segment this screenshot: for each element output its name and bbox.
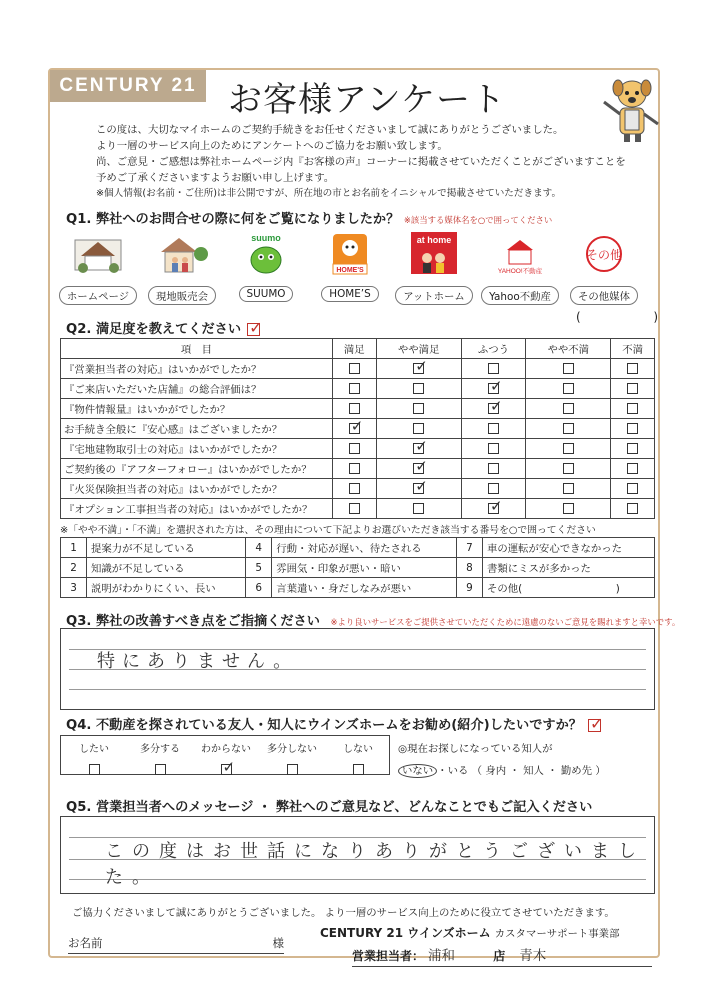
rating-cell <box>461 459 525 479</box>
check-mark-icon: ✓ <box>415 357 428 375</box>
checkbox-checked[interactable] <box>488 377 503 395</box>
q4-heading <box>66 714 601 733</box>
check-mark-icon: ✓ <box>489 497 503 515</box>
media-label: 現地販売会 <box>148 286 216 305</box>
col-satisfied: 満足 <box>333 339 377 359</box>
q5-answer-box[interactable] <box>60 816 655 894</box>
col-item: 項 目 <box>61 339 333 359</box>
other-media-blank[interactable] <box>576 310 658 324</box>
q4-option[interactable] <box>61 740 127 775</box>
table-row <box>61 439 655 459</box>
reason-text: その他( ) <box>482 578 654 598</box>
checkbox[interactable] <box>353 764 364 775</box>
rating-cell <box>461 479 525 499</box>
q2-heading <box>66 318 260 337</box>
rating-cell <box>611 499 655 519</box>
checkbox[interactable] <box>287 764 298 775</box>
check-mark-icon: ✓ <box>415 437 428 455</box>
checkbox-checked[interactable] <box>413 477 428 495</box>
media-label: Yahoo不動産 <box>481 286 559 305</box>
media-label: アットホーム <box>395 286 473 305</box>
rating-cell <box>376 419 461 439</box>
rating-cell <box>333 459 377 479</box>
checkbox[interactable] <box>413 503 424 514</box>
athome-wordmark: at home <box>416 235 452 245</box>
check-mark-icon: ✓ <box>415 477 428 495</box>
checkbox[interactable] <box>563 363 574 374</box>
rating-cell <box>333 479 377 499</box>
checkbox[interactable] <box>488 443 499 454</box>
table-row <box>61 419 655 439</box>
relation-options: （ 身内 ・ 知人 ・ 勤め先 ） <box>471 765 606 777</box>
checkbox[interactable] <box>413 383 424 394</box>
rating-cell <box>461 439 525 459</box>
question-text: ご契約後の『アフターフォロー』はいかがでしたか？ <box>61 459 333 479</box>
reason-row <box>61 558 655 578</box>
q5-handwritten-answer: この度はお世話になりありがとうございました。 <box>105 841 645 888</box>
q4-option[interactable] <box>259 740 325 775</box>
answer-none-circled[interactable]: いない <box>398 764 437 778</box>
reason-text: 車の運転が安心できなかった <box>482 538 654 558</box>
checkbox[interactable] <box>349 503 360 514</box>
checkbox[interactable] <box>155 764 166 775</box>
table-row <box>61 359 655 379</box>
q1-heading <box>66 208 552 227</box>
reason-row <box>61 578 655 598</box>
rating-cell <box>376 379 461 399</box>
yahoo-icon <box>493 232 547 276</box>
suumo-icon <box>239 232 293 276</box>
checkbox-checked[interactable] <box>413 357 428 375</box>
rating-cell <box>376 439 461 459</box>
media-label: SUUMO <box>239 286 294 302</box>
q4-option-label: 多分する <box>140 744 180 755</box>
reason-text: 提案力が不足している <box>87 538 246 558</box>
answer-yes[interactable]: いる <box>447 765 469 777</box>
checkbox[interactable] <box>349 363 360 374</box>
checkbox[interactable] <box>627 483 638 494</box>
checkbox[interactable] <box>627 463 638 474</box>
rating-cell <box>333 499 377 519</box>
paren-open: ( <box>576 310 581 324</box>
rating-cell <box>376 479 461 499</box>
rating-cell <box>333 439 377 459</box>
table-row <box>61 399 655 419</box>
checkbox-checked[interactable] <box>221 758 236 776</box>
reason-number[interactable]: 5 <box>246 558 272 578</box>
checkbox[interactable] <box>349 403 360 414</box>
rating-cell <box>526 419 611 439</box>
acquaintance-answer <box>398 760 606 782</box>
intro-text <box>96 122 636 202</box>
media-suumo[interactable] <box>226 232 306 302</box>
checkbox[interactable] <box>488 483 499 494</box>
q4-option-label: しない <box>343 744 373 755</box>
q3-handwritten-answer: 特にありません。 <box>97 651 299 672</box>
red-check-icon <box>588 719 601 732</box>
checkbox[interactable] <box>627 383 638 394</box>
media-yahoo[interactable] <box>480 232 560 305</box>
checkbox-checked[interactable] <box>413 437 428 455</box>
homes-wordmark: HOME'S <box>336 267 364 274</box>
checkbox[interactable] <box>627 363 638 374</box>
store-label: 店 <box>493 949 506 963</box>
reason-number[interactable]: 6 <box>246 578 272 598</box>
writing-line <box>69 689 646 690</box>
q2-heading-text: Q2. 満足度を教えてください <box>66 322 242 337</box>
rating-cell <box>526 479 611 499</box>
yahoo-wordmark: YAHOO!不動産 <box>497 268 543 275</box>
company-line <box>320 924 619 941</box>
store-name: 青木 <box>519 948 547 964</box>
check-mark-icon: ✓ <box>415 457 428 475</box>
q4-options <box>60 735 390 775</box>
checkbox[interactable] <box>563 443 574 454</box>
checkbox[interactable] <box>563 423 574 434</box>
reason-text: 知識が不足している <box>87 558 246 578</box>
col-somewhat-satisfied: やや満足 <box>376 339 461 359</box>
checkbox[interactable] <box>349 463 360 474</box>
q3-note: ※より良いサービスをご提供させていただくために遠慮のないご意見を賜れますと幸いです。 <box>330 617 681 627</box>
checkbox[interactable] <box>627 403 638 414</box>
red-check-icon <box>247 323 260 336</box>
checkbox[interactable] <box>627 503 638 514</box>
table-row <box>61 499 655 519</box>
other-icon <box>577 232 631 276</box>
century21-logo: CENTURY 21 <box>50 70 206 102</box>
checkbox-checked[interactable] <box>488 497 503 515</box>
name-label: お名前 <box>68 936 103 950</box>
name-field[interactable] <box>68 935 284 954</box>
question-text: 『営業担当者の対応』はいかがでしたか？ <box>61 359 333 379</box>
question-text: 『火災保険担当者の対応』はいかがでしたか？ <box>61 479 333 499</box>
reason-text: 説明がわかりにくい、長い <box>87 578 246 598</box>
checkbox[interactable] <box>563 403 574 414</box>
reason-number[interactable]: 7 <box>456 538 482 558</box>
company-name: CENTURY 21 ウインズホーム <box>320 926 491 940</box>
rating-cell <box>376 459 461 479</box>
media-label: HOME’S <box>321 286 378 302</box>
checkbox[interactable] <box>413 423 424 434</box>
satisfaction-table <box>60 338 655 519</box>
q3-heading-text: Q3. 弊社の改善すべき点をご指摘ください <box>66 614 320 629</box>
reason-text: 雰囲気・印象が悪い・暗い <box>272 558 457 578</box>
question-text: 『ご来店いただいた店舗』の総合評価は？ <box>61 379 333 399</box>
checkbox[interactable] <box>627 443 638 454</box>
checkbox[interactable] <box>563 483 574 494</box>
q1-heading-text: Q1. 弊社へのお問合せの際に何をご覧になりましたか？ <box>66 212 400 227</box>
intro-line: この度は、大切なマイホームのご契約手続きをお任せくださいまして誠にありがとうございました。 <box>96 124 564 136</box>
checkbox[interactable] <box>488 363 499 374</box>
media-open-house[interactable] <box>142 232 222 305</box>
rating-cell <box>526 439 611 459</box>
page-title: お客様アンケート <box>228 80 506 120</box>
rating-cell <box>611 359 655 379</box>
athome-icon <box>407 232 461 276</box>
department: カスタマーサポート事業部 <box>494 928 620 940</box>
house-icon <box>71 232 125 276</box>
check-mark-icon: ✓ <box>489 397 503 415</box>
intro-line: 尚、ご意見・ご感想は弊社ホームページ内『お客様の声』コーナーに掲載させていただくことがございますことを <box>96 156 626 168</box>
table-row <box>61 379 655 399</box>
question-text: お手続き全般に『安心感』はございましたか？ <box>61 419 333 439</box>
rating-cell <box>333 379 377 399</box>
rating-cell <box>526 359 611 379</box>
table-row <box>61 459 655 479</box>
checkbox[interactable] <box>563 463 574 474</box>
intro-line: より一層のサービス向上のためにアンケートへのご協力をお願い致します。 <box>96 140 448 152</box>
checkbox[interactable] <box>488 423 499 434</box>
rating-cell <box>333 419 377 439</box>
rating-cell <box>611 459 655 479</box>
honorific: 様 <box>272 936 284 950</box>
q4-option-checked[interactable] <box>193 740 259 775</box>
reason-text: 行動・対応が遅い、待たされる <box>272 538 457 558</box>
q1-note: ※該当する媒体名を○で囲ってください <box>403 215 553 225</box>
question-text: 『物件情報量』はいかがでしたか？ <box>61 399 333 419</box>
media-label: ホームページ <box>59 286 137 305</box>
separator: ・ <box>437 765 448 777</box>
rating-cell <box>461 359 525 379</box>
q4-heading-text: Q4. 不動産を探されている友人・知人にウインズホームをお勧め(紹介)したいですか？ <box>66 718 582 733</box>
reason-number[interactable]: 3 <box>61 578 87 598</box>
rating-cell <box>611 419 655 439</box>
other-wordmark: その他 <box>585 248 623 262</box>
checkbox[interactable] <box>349 483 360 494</box>
privacy-note: ※個人情報(お名前・ご住所)は非公開ですが、所在地の市とお名前をイニシャルで掲載させていただきます。 <box>96 188 562 199</box>
media-label: その他媒体 <box>570 286 638 305</box>
checkbox[interactable] <box>563 383 574 394</box>
media-other[interactable] <box>564 232 644 305</box>
rating-cell <box>526 399 611 419</box>
thanks-message: ご協力くださいまして誠にありがとうございました。 より一層のサービス向上のために役立てさせていただきます。 <box>72 907 615 919</box>
reason-text: 書類にミスが多かった <box>482 558 654 578</box>
checkbox[interactable] <box>488 463 499 474</box>
rating-cell <box>461 499 525 519</box>
check-mark-icon: ✓ <box>222 758 236 776</box>
q4-option[interactable] <box>325 740 391 775</box>
rating-cell <box>376 359 461 379</box>
staff-name: 浦和 <box>428 948 456 964</box>
acquaintance-question <box>398 738 606 782</box>
q4-option[interactable] <box>127 740 193 775</box>
staff-line <box>352 944 652 967</box>
table-row <box>61 479 655 499</box>
reasons-table <box>60 537 655 598</box>
checkbox-checked[interactable] <box>488 397 503 415</box>
rating-cell <box>526 459 611 479</box>
staff-label: 営業担当者： <box>352 949 425 963</box>
rating-cell <box>526 499 611 519</box>
question-text: 『オプション工事担当者の対応』はいかがでしたか？ <box>61 499 333 519</box>
q4-option-label: わからない <box>201 744 251 755</box>
media-athome[interactable] <box>394 232 474 305</box>
reason-note: ※「やや不満」・「不満」を選択された方は、その理由について下記よりお選びいただき該当する番号を○で囲ってください <box>60 525 596 536</box>
rating-cell <box>461 399 525 419</box>
reason-number[interactable]: 9 <box>456 578 482 598</box>
check-mark-icon: ✓ <box>350 417 364 435</box>
q1-media-options <box>58 232 658 302</box>
checkbox[interactable] <box>349 443 360 454</box>
q5-heading: Q5. 営業担当者へのメッセージ ・ 弊社へのご意見など、どんなことでもご記入ください <box>66 800 593 815</box>
media-homepage[interactable] <box>58 232 138 305</box>
rating-cell <box>611 439 655 459</box>
q3-answer-box[interactable] <box>60 628 655 710</box>
reason-number[interactable]: 8 <box>456 558 482 578</box>
reason-row <box>61 538 655 558</box>
media-homes[interactable] <box>310 232 390 302</box>
rating-cell <box>461 379 525 399</box>
q3-heading <box>66 610 680 629</box>
checkbox[interactable] <box>413 403 424 414</box>
checkbox-checked[interactable] <box>349 417 364 435</box>
reason-number[interactable]: 2 <box>61 558 87 578</box>
reason-number[interactable]: 1 <box>61 538 87 558</box>
homes-icon <box>323 232 377 276</box>
acquaintance-label: ◎現在お探しになっている知人が <box>398 743 553 755</box>
checkbox[interactable] <box>89 764 100 775</box>
suumo-wordmark: suumo <box>251 233 281 243</box>
col-dissatisfied: 不満 <box>611 339 655 359</box>
check-mark-icon: ✓ <box>489 377 503 395</box>
col-somewhat-dissatisfied: やや不満 <box>526 339 611 359</box>
checkbox-checked[interactable] <box>413 457 428 475</box>
question-text: 『宅地建物取引士の対応』はいかがでしたか？ <box>61 439 333 459</box>
paren-close: ) <box>653 310 658 324</box>
intro-line: 予めご了承くださいますようお願い申し上げます。 <box>96 172 335 184</box>
family-icon <box>155 232 209 276</box>
rating-cell <box>376 399 461 419</box>
rating-cell <box>333 359 377 379</box>
checkbox[interactable] <box>349 383 360 394</box>
rating-cell <box>461 419 525 439</box>
reason-number[interactable]: 4 <box>246 538 272 558</box>
rating-cell <box>333 399 377 419</box>
q4-option-label: 多分しない <box>267 744 317 755</box>
rating-cell <box>611 399 655 419</box>
checkbox[interactable] <box>627 423 638 434</box>
q4-option-label: したい <box>79 744 109 755</box>
col-neutral: ふつう <box>461 339 525 359</box>
rating-cell <box>611 479 655 499</box>
checkbox[interactable] <box>563 503 574 514</box>
rating-cell <box>611 379 655 399</box>
table-header-row <box>61 339 655 359</box>
rating-cell <box>376 499 461 519</box>
rating-cell <box>526 379 611 399</box>
reason-text: 言葉遣い・身だしなみが悪い <box>272 578 457 598</box>
